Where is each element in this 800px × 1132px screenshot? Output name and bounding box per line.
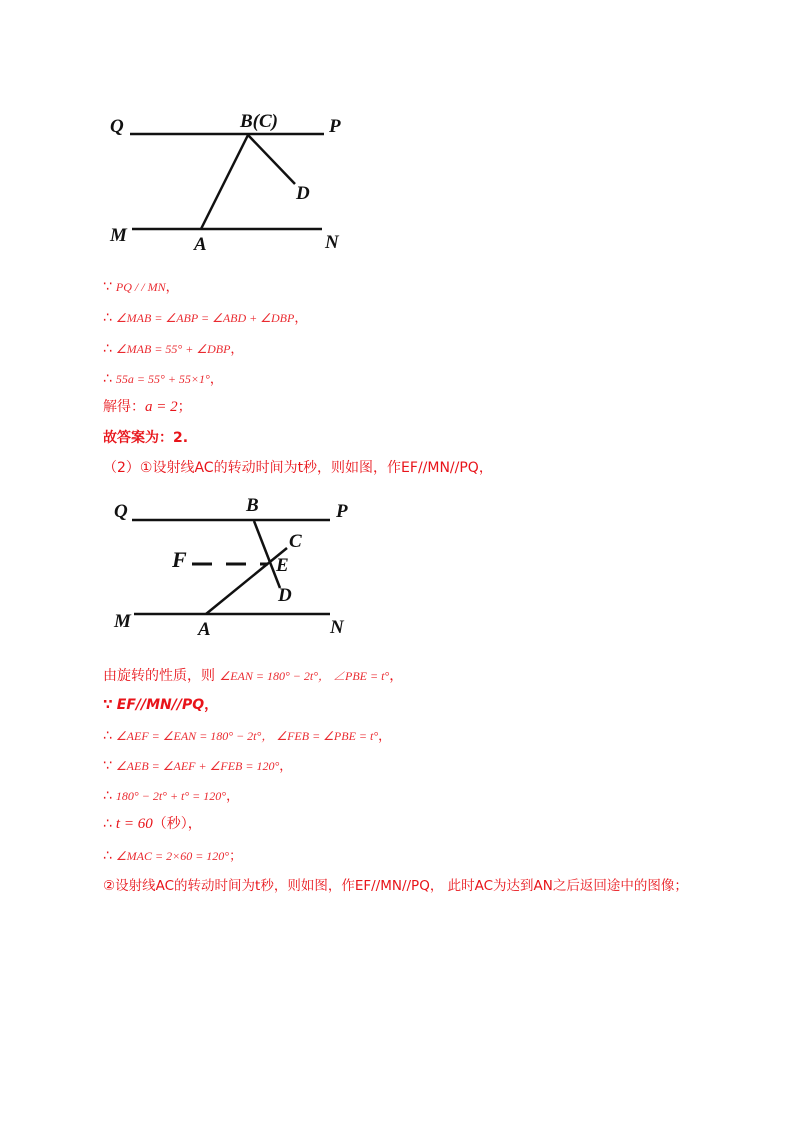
label-p: P — [329, 116, 341, 137]
step-line: ∴ ∠MAB = ∠ABP = ∠ABD + ∠DBP， — [103, 310, 308, 326]
answer-line: 故答案为：2. — [103, 430, 189, 446]
figure-1-svg — [100, 105, 360, 255]
segment-ac — [206, 548, 287, 614]
part2-case2: ②设射线AC的转动时间为t秒，则如图，作EF//MN//PQ， 此时AC为达到AN之后返回途中的图像； — [103, 878, 688, 894]
step-line: ∴ ∠MAB = 55° + ∠DBP， — [103, 341, 244, 357]
label-d: D — [278, 585, 292, 606]
label-d: D — [296, 183, 310, 204]
label-a: A — [198, 619, 211, 640]
step-line: ∴ t = 60（秒）， — [103, 816, 202, 832]
segment-ab — [201, 135, 248, 229]
step-line: ∴ 55a = 55° + 55×1°， — [103, 371, 223, 387]
label-q: Q — [114, 501, 128, 522]
label-c: C — [289, 531, 302, 552]
label-a: A — [194, 234, 207, 255]
label-b: B — [246, 495, 259, 516]
segment-bd — [248, 135, 295, 184]
label-m: M — [110, 225, 127, 246]
label-b: B(C) — [240, 111, 278, 132]
step-line: ∵ EF//MN//PQ， — [103, 697, 219, 713]
figure-2 — [100, 490, 370, 645]
label-n: N — [325, 232, 339, 253]
label-m: M — [114, 611, 131, 632]
label-p: P — [336, 501, 348, 522]
rotation-line: 由旋转的性质，则 ∠EAN = 180° − 2t°， ∠PBE = t°， — [103, 668, 404, 684]
solve-line: 解得：a = 2； — [103, 399, 192, 415]
label-e: E — [276, 555, 289, 576]
figure-1 — [100, 105, 360, 255]
step-line: ∵ PQ / / MN， — [103, 279, 179, 295]
part2-intro: （2）①设射线AC的转动时间为t秒，则如图，作EF//MN//PQ， — [103, 460, 493, 476]
label-n: N — [330, 617, 344, 638]
label-q: Q — [110, 116, 124, 137]
step-line: ∴ ∠MAC = 2×60 = 120°； — [103, 848, 243, 864]
step-line: ∵ ∠AEB = ∠AEF + ∠FEB = 120°， — [103, 758, 293, 774]
step-line: ∴ 180° − 2t° + t° = 120°， — [103, 788, 240, 804]
step-line: ∴ ∠AEF = ∠EAN = 180° − 2t°， ∠FEB = ∠PBE = t°， — [103, 728, 392, 744]
figure-2-svg — [100, 490, 370, 645]
label-f: F — [172, 547, 187, 572]
